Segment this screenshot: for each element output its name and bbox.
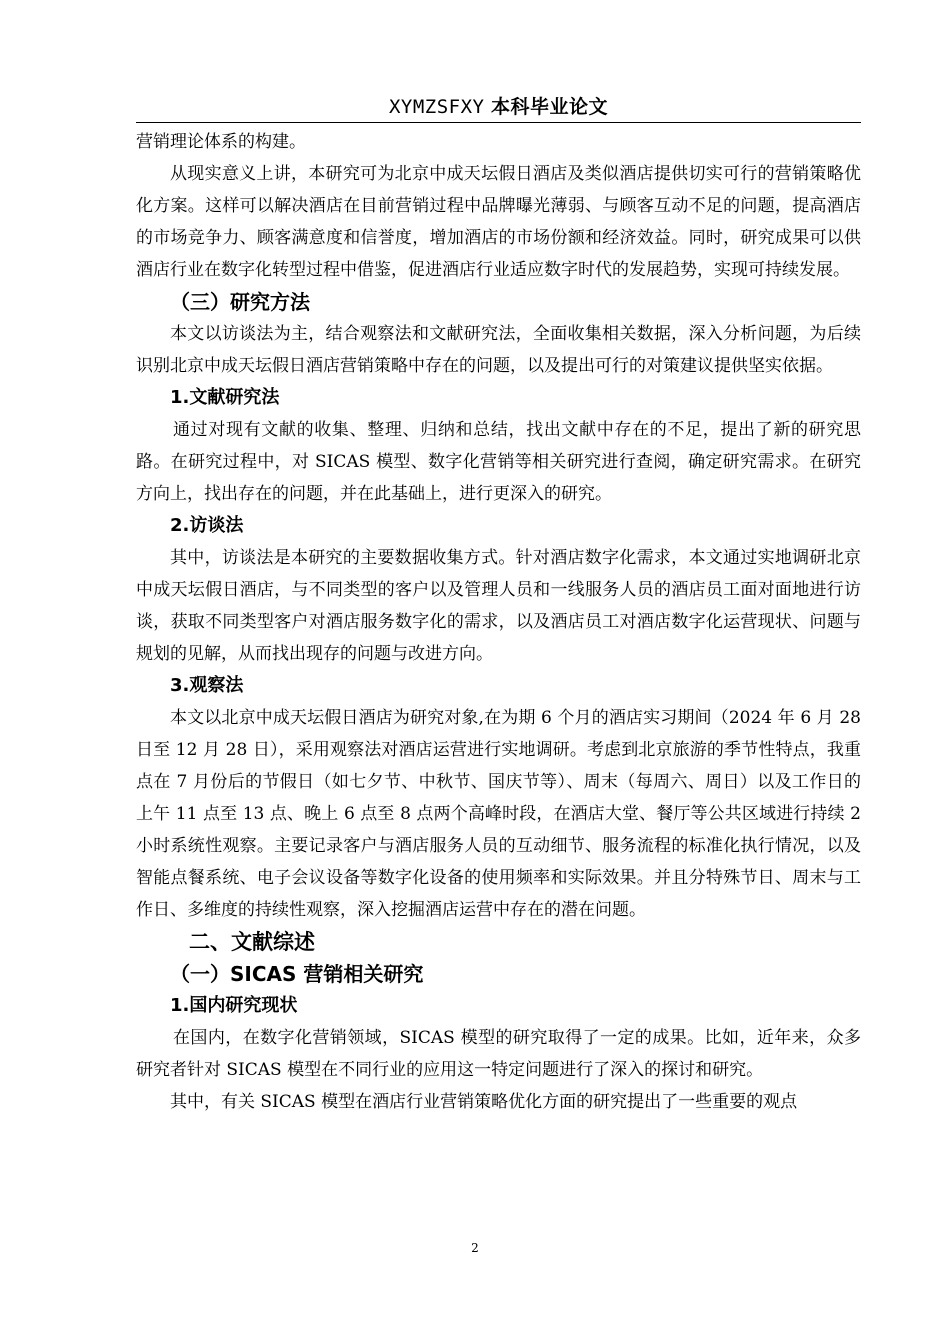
heading-sicas-research: （一）SICAS 营销相关研究: [170, 962, 424, 986]
paragraph-continuation: 营销理论体系的构建。: [136, 132, 306, 152]
document-body: [136, 126, 861, 1118]
paragraph-interview-method: 其中，访谈法是本研究的主要数据收集方式。针对酒店数字化需求，本文通过实地调研北京中成天坛假日酒店，与不同类型的客户以及管理人员和一线服务人员的酒店员工面对面地进行访谈，获取不同类型客户对酒店服务数字化的需求，以及酒店员工对酒店数字化运营现状、问题与规划的见解，从而找出现存的问题与改进方向。: [136, 548, 861, 664]
heading-interview-method: 2.访谈法: [170, 515, 244, 536]
paragraph-observation-method: 本文以北京中成天坛假日酒店为研究对象,在为期 6 个月的酒店实习期间（2024 年 6 月 28 日至 12 月 28 日），采用观察法对酒店运营进行实地调研。考虑到北京旅游的季节性特点，我重点在 7 月份后的节假日（如七夕节、中秋节、国庆节等）、周末（每周六、周日）以及工作日的上午 11 点至 13 点、晚上 6 点至 8 点两个高峰时段，在酒店大堂、餐厅等公共区域进行持续 2 小时系统性观察。主要记录客户与酒店服务人员的互动细节、服务流程的标准化执行情况，以及智能点餐系统、电子会议设备等数字化设备的使用频率和实际效果。并且分特殊节日、周末与工作日、多维度的持续性观察，深入挖掘酒店运营中存在的潜在问题。: [136, 708, 861, 920]
heading-observation-method: 3.观察法: [170, 675, 244, 696]
heading-research-methods: （三）研究方法: [170, 290, 310, 314]
paragraph-practical-significance: 从现实意义上讲，本研究可为北京中成天坛假日酒店及类似酒店提供切实可行的营销策略优化方案。这样可以解决酒店在目前营销过程中品牌曝光薄弱、与顾客互动不足的问题，提高酒店的市场竞争力、顾客满意度和信誉度，增加酒店的市场份额和经济效益。同时，研究成果可以供酒店行业在数字化转型过程中借鉴，促进酒店行业适应数字时代的发展趋势，实现可持续发展。: [136, 164, 861, 280]
header-divider: [136, 122, 861, 123]
paragraph-literature-method: 通过对现有文献的收集、整理、归纳和总结，找出文献中存在的不足，提出了新的研究思路。在研究过程中，对 SICAS 模型、数字化营销等相关研究进行查阅，确定研究需求。在研究方向上，找出存在的问题，并在此基础上，进行更深入的研究。: [136, 420, 861, 504]
paragraph-methods-intro: 本文以访谈法为主，结合观察法和文献研究法，全面收集相关数据，深入分析问题，为后续识别北京中成天坛假日酒店营销策略中存在的问题，以及提出可行的对策建议提供坚实依据。: [136, 324, 861, 376]
header-title: 本科毕业论文: [491, 96, 609, 118]
paragraph-domestic-research: 在国内，在数字化营销领域，SICAS 模型的研究取得了一定的成果。比如，近年来，众多研究者针对 SICAS 模型在不同行业的应用这一特定问题进行了深入的探讨和研究。: [136, 1028, 861, 1080]
heading-literature-review: 二、文献综述: [189, 930, 315, 954]
paragraph-hotel-sicas: 其中，有关 SICAS 模型在酒店行业营销策略优化方面的研究提出了一些重要的观点: [170, 1092, 798, 1112]
heading-literature-method: 1.文献研究法: [170, 387, 280, 408]
header-code: XYMZSFXY: [388, 96, 485, 118]
page-header: [136, 94, 861, 120]
page-number: 2: [471, 1241, 479, 1255]
heading-domestic-research: 1.国内研究现状: [170, 995, 298, 1016]
